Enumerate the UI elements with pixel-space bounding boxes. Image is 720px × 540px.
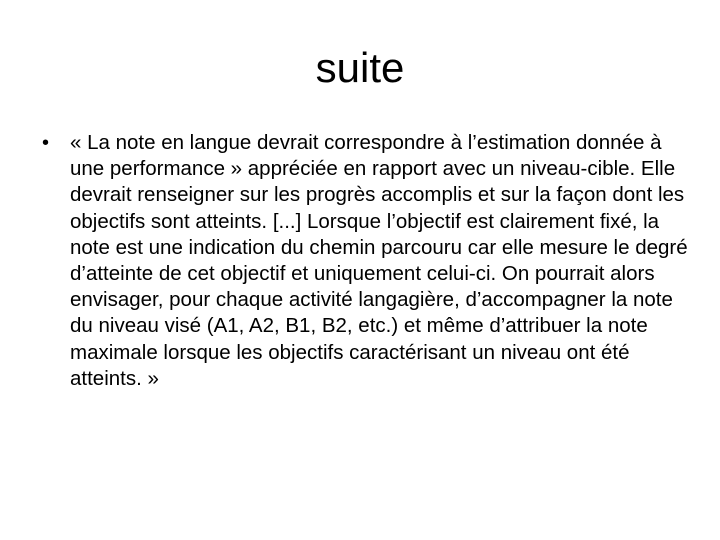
bullet-item-quote [36,130,691,392]
bullet-marker: • [42,132,50,154]
bullet-text: « La note en langue devrait correspondre à l’estimation donnée à une performance » appréciée en rapport avec un niveau-cible. Elle devrait renseigner sur les progrès accomplis et sur la façon dont les objectifs sont atteints. [...] Lorsque l’objectif est clairement fixé, la note est une indication du chemin parcouru car elle mesure le degré d’atteinte de cet objectif et uniquement celui-ci. On pourrait alors envisager, pour chaque activité langagière, d’accompagner la note du niveau visé (A1, A2, B1, B2, etc.) et même d’attribuer la note maximale lorsque les objectifs caractérisant un niveau ont été atteints. » [70,131,688,390]
slide-title: suite [315,44,405,91]
bullet-list [36,130,691,392]
